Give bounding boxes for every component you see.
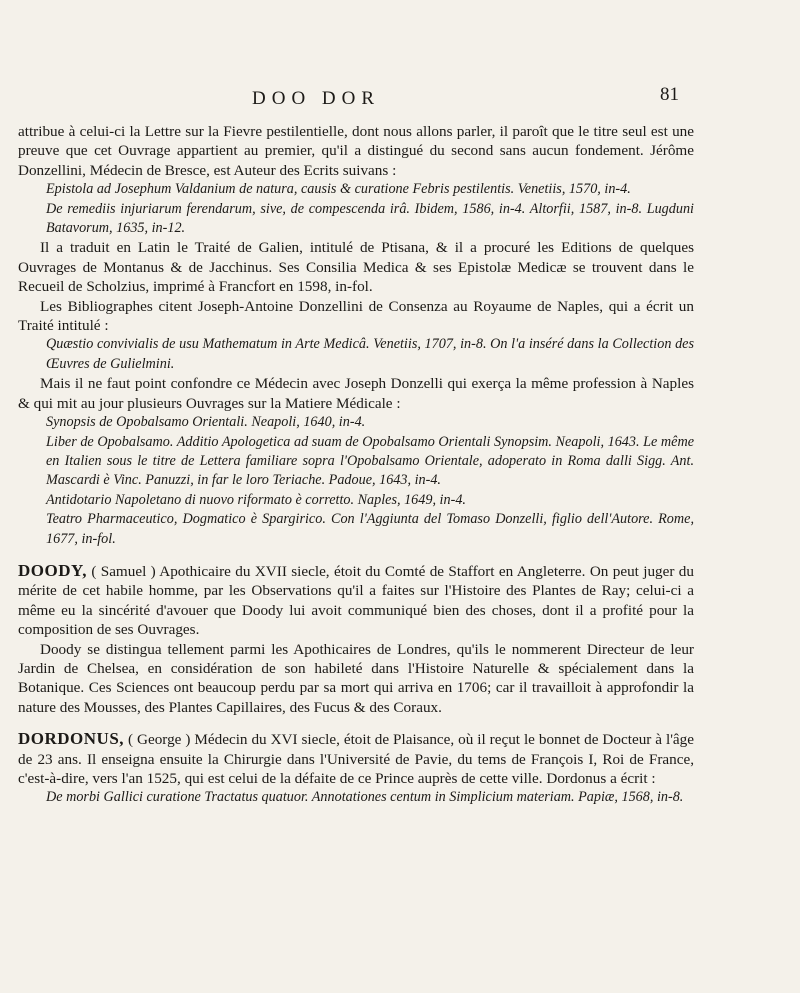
entry-separator bbox=[18, 549, 694, 561]
entry-doody bbox=[18, 561, 694, 640]
citation: Liber de Opobalsamo. Additio Apologetica ad suam de Opobalsamo Orientali Synopsim. Neapoli, 1643. Le même en Italien sous le titre de Lettera familiare sopra l'Opobalsamo Orientale, adoperato in Roma dalli Sigg. Ant. Mascardi è Vinc. Panuzzi, in far le loro Teriache. Padoue, 1643, in-4. bbox=[46, 433, 694, 489]
page-body bbox=[18, 122, 694, 808]
paragraph: Les Bibliographes citent Joseph-Antoine Donzellini de Consenza au Royaume de Naples, qui a écrit un Traité intitulé : bbox=[18, 297, 694, 335]
paragraph: Doody se distingua tellement parmi les Apothicaires de Londres, qu'ils le nommerent Directeur de leur Jardin de Chelsea, en considération de son habileté dans l'Histoire Naturelle & spécialement dans la Botanique. Ces Sciences ont beaucoup perdu par sa mort qui arriva en 1706; car il travailloit à approfondir la nature des Mousses, des Plantes Capillaires, des Fucus & des Coraux. bbox=[18, 640, 694, 716]
citation: Teatro Pharmaceutico, Dogmatico è Spargirico. Con l'Aggiunta del Tomaso Donzelli, figlio dell'Autore. Rome, 1677, in-fol. bbox=[46, 511, 694, 547]
citation: Epistola ad Josephum Valdanium de natura, causis & curatione Febris pestilentis. Venetiis, 1570, in-4. bbox=[46, 181, 631, 198]
entry-dordonus bbox=[18, 729, 694, 788]
citation: De morbi Gallici curatione Tractatus quatuor. Annotationes centum in Simplicium materiam. Papiæ, 1568, in-8. bbox=[46, 789, 684, 806]
entry-headword: DOODY, bbox=[18, 560, 87, 580]
paragraph: attribue à celui-ci la Lettre sur la Fievre pestilentielle, dont nous allons parler, il paroît que le titre seul est une preuve que cet Ouvrage appartient au premier, qu'il a distingué du second sans aucun fondement. Jérôme Donzellini, Médecin de Bresce, est Auteur des Ecrits suivans : bbox=[18, 123, 694, 179]
running-head: DOO DOR bbox=[252, 88, 381, 109]
entry-separator bbox=[18, 717, 694, 729]
citation: Synopsis de Opobalsamo Orientali. Neapoli, 1640, in-4. bbox=[46, 414, 366, 431]
paragraph: Mais il ne faut point confondre ce Médecin avec Joseph Donzelli qui exerça la même profession à Naples & qui mit au jour plusieurs Ouvrages sur la Matiere Médicale : bbox=[18, 375, 694, 412]
entry-headword: DORDONUS, bbox=[18, 729, 125, 749]
citation: Antidotario Napoletano di nuovo riformato è corretto. Naples, 1649, in-4. bbox=[46, 491, 466, 508]
citation: De remediis injuriarum ferendarum, sive, de compescenda irâ. Ibidem, 1586, in-4. Altorfii, 1587, in-8. Lugduni Batavorum, 1635, in-12. bbox=[46, 200, 694, 237]
citation: Quæstio convivialis de usu Mathematum in Arte Medicâ. Venetiis, 1707, in-8. On l'a inséré dans la Collection des Œuvres de Gulielmini. bbox=[46, 336, 694, 372]
paragraph: Il a traduit en Latin le Traité de Galien, intitulé de Ptisana, & il a procuré les Editions de quelques Ouvrages de Montanus & de Jacchinus. Ses Consilia Medica & ses Epistolæ Medicæ se trouvent dans le Recueil de Scholzius, imprimé à Francfort en 1598, in-fol. bbox=[18, 239, 694, 296]
page-number: 81 bbox=[660, 84, 679, 105]
entry-text: ( George ) Médecin du XVI siecle, étoit de Plaisance, où il reçut le bonnet de Docteur à l'âge de 23 ans. Il enseigna ensuite la Chirurgie dans l'Université de Pavie, du tems de François I, Roi de France, c'est-à-dire, vers l'an 1525, qui est celui de la défaite de ce Prince auprès de cette ville. Dordonus a écrit : bbox=[18, 731, 695, 787]
entry-text: ( Samuel ) Apothicaire du XVII siecle, étoit du Comté de Staffort en Angleterre. On peut juger du mérite de cet habile homme, par les Observations qu'il a faites sur l'Histoire des Plantes de Ray; celui-ci a même eu la sincérité d'avouer que Doody lui avoit communiqué bien des choses, dont il a profité pour la composition de ses Ouvrages. bbox=[18, 562, 694, 639]
